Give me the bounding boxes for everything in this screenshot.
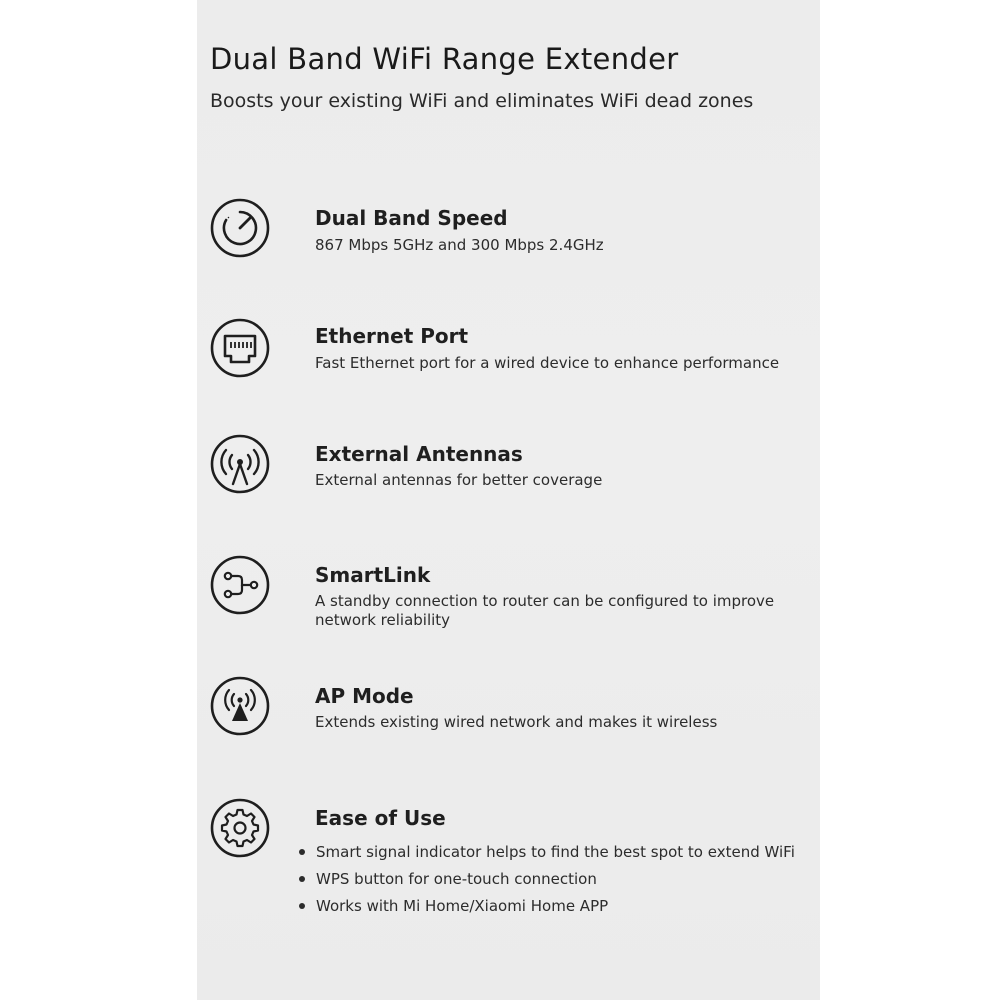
feature-description: Fast Ethernet port for a wired device to enhance performance bbox=[315, 354, 780, 372]
gear-icon bbox=[210, 798, 270, 858]
page-title: Dual Band WiFi Range Extender bbox=[210, 42, 679, 76]
feature-title: Ease of Use bbox=[315, 806, 446, 830]
ethernet-port-icon bbox=[210, 318, 270, 378]
ap-mode-icon bbox=[210, 676, 270, 736]
feature-title: AP Mode bbox=[315, 684, 414, 708]
page-subtitle: Boosts your existing WiFi and eliminates WiFi dead zones bbox=[210, 90, 754, 112]
feature-title: Ethernet Port bbox=[315, 324, 469, 348]
antenna-icon bbox=[210, 434, 270, 494]
feature-description: External antennas for better coverage bbox=[315, 471, 603, 489]
smartlink-icon bbox=[210, 555, 270, 615]
speedometer-icon bbox=[210, 198, 270, 258]
feature-description: A standby connection to router can be configured to improve network reliability bbox=[315, 592, 775, 629]
feature-title: External Antennas bbox=[315, 442, 523, 466]
list-item: Works with Mi Home/Xiaomi Home APP bbox=[297, 897, 797, 915]
list-item: WPS button for one-touch connection bbox=[297, 870, 797, 888]
feature-description: 867 Mbps 5GHz and 300 Mbps 2.4GHz bbox=[315, 236, 604, 254]
spec-card bbox=[197, 0, 820, 1000]
feature-title: Dual Band Speed bbox=[315, 206, 508, 230]
ease-of-use-bullet-list bbox=[297, 843, 797, 924]
feature-description: Extends existing wired network and makes it wireless bbox=[315, 713, 718, 731]
feature-title: SmartLink bbox=[315, 563, 431, 587]
list-item: Smart signal indicator helps to find the best spot to extend WiFi bbox=[297, 843, 797, 861]
